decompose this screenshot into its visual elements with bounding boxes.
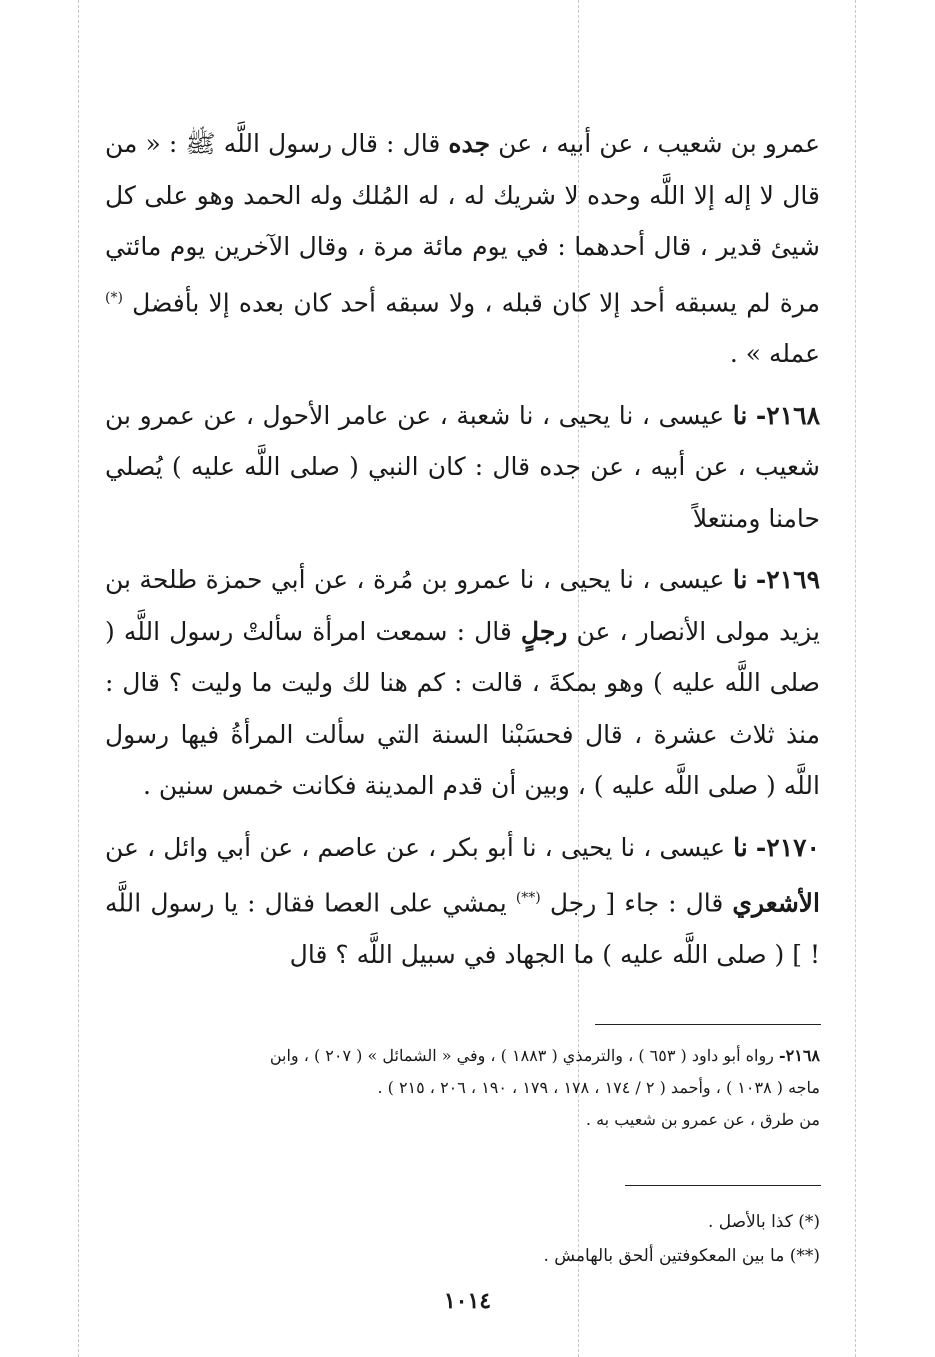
reference-line: ماجه ( ١٠٣٨ ) ، وأحمد ( ٢ / ١٧٤ ، ١٧٨ ، ١٧٩ ، ١٩٠ ، ٢٠٦ ، ٢١٥ ) . — [377, 1078, 820, 1097]
notes-divider — [625, 1185, 821, 1186]
margin-notes — [300, 1205, 820, 1273]
hadith-number: ٢١٦٩- — [755, 565, 820, 595]
page-number: ١٠١٤ — [443, 1288, 492, 1314]
hadith-number: ٢١٦٨- — [755, 400, 820, 430]
bold-word: الأشعري — [732, 888, 820, 918]
note-1: (*) كذا بالأصل . — [707, 1212, 820, 1232]
reference-line: من طرق ، عن عمرو بن شعيب به . — [585, 1110, 820, 1129]
footnote-marker[interactable]: (**) — [515, 890, 541, 907]
note-2: (**) ما بين المعكوفتين ألحق بالهامش . — [543, 1246, 820, 1266]
hadith-2168: ٢١٦٨- نا عيسى ، نا يحيى ، نا شعبة ، عن عامر الأحول ، عن عمرو بن شعيب ، عن أبيه ، عن جده قال : كان النبي ( صلى اللَّه عليه ) يُصلي حامنا ومنتعلاً — [105, 400, 820, 533]
references — [150, 1040, 820, 1136]
bold-word: جده — [448, 129, 491, 158]
hadith-2170: ٢١٧٠- نا عيسى ، نا يحيى ، نا أبو بكر ، عن عاصم ، عن أبي وائل ، عن الأشعري قال : جاء [ رجل (**) يمشي على العصا فقال : يا رسول اللَّه ! ] ( صلى اللَّه عليه ) ما الجهاد في سبيل اللَّه ؟ قال — [105, 832, 820, 970]
guide-line — [855, 0, 856, 1357]
bold-word: رجلٍ — [520, 616, 568, 646]
footnote-divider — [595, 1024, 821, 1025]
reference-line: ٢١٦٨- رواه أبو داود ( ٦٥٣ ) ، والترمذي ( ١٨٨٣ ) ، وفي « الشمائل » ( ٢٠٧ ) ، وابن — [269, 1046, 820, 1065]
footnote-marker[interactable]: (*) — [105, 289, 123, 306]
hadith-2167-continued: عمرو بن شعيب ، عن أبيه ، عن جده قال : قال رسول اللَّه ﷺ : « من قال لا إله إلا اللَّه وحده لا شريك له ، له المُلك وله الحمد وهو على كل شيئ قدير ، قال أحدهما : في يوم مائة مرة ، وقال الآخرين يوم مائتي مرة لم يسبقه أحد إلا كان قبله ، ولا سبقه أحد كان بعده إلا بأفضل (*) عمله » . — [105, 129, 820, 369]
guide-line — [78, 0, 79, 1357]
main-text — [105, 118, 820, 991]
hadith-number: ٢١٧٠- — [755, 832, 820, 862]
hadith-2169: ٢١٦٩- نا عيسى ، نا يحيى ، نا عمرو بن مُرة ، عن أبي حمزة طلحة بن يزيد مولى الأنصار ، عن رجلٍ قال : سمعت امرأة سألتْ رسول اللَّه ( صلى اللَّه عليه ) وهو بمكةَ ، قالت : كم هنا لك وليت ما وليت ؟ قال : منذ ثلاث عشرة ، قال فحسَبْنا السنة التي سألت المرأةُ فيها رسول اللَّه ( صلى اللَّه عليه ) ، وبين أن قدم المدينة فكانت خمس سنين . — [105, 565, 820, 801]
